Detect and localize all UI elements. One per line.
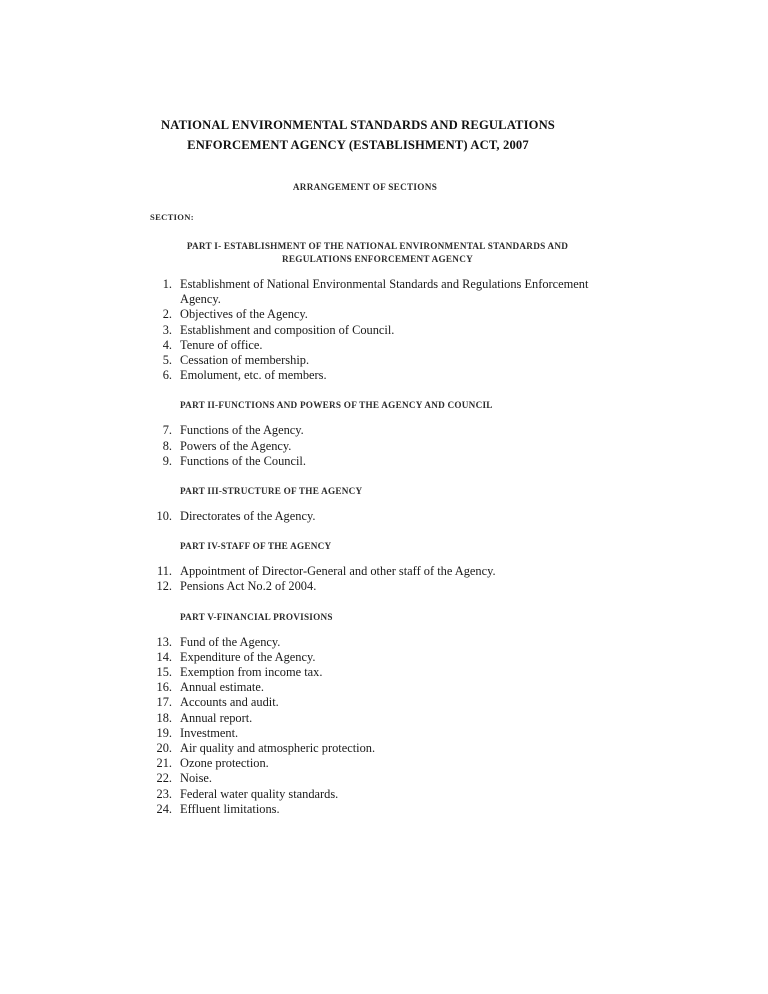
section-number: 11.: [156, 564, 172, 579]
section-title: Noise.: [180, 771, 213, 786]
list-item[interactable]: [150, 695, 602, 710]
section-title: Establishment of National Environmental Standards and Regulations Enforcement Agency.: [180, 277, 589, 307]
part-3-heading: PART III-STRUCTURE OF THE AGENCY: [180, 486, 363, 497]
section-title: Ozone protection.: [180, 756, 269, 771]
section-number: 24.: [156, 801, 172, 816]
section-list-part-4: [150, 564, 602, 594]
section-title: Establishment and composition of Council.: [180, 322, 395, 337]
list-item[interactable]: [150, 711, 602, 726]
document-title: [143, 115, 573, 155]
list-item[interactable]: [150, 771, 602, 786]
section-title: Functions of the Council.: [180, 453, 306, 468]
section-title: Exemption from income tax.: [180, 665, 323, 680]
list-item[interactable]: [150, 307, 602, 322]
section-title: Federal water quality standards.: [180, 786, 339, 801]
list-item[interactable]: [150, 423, 602, 438]
section-number: 18.: [156, 710, 172, 725]
section-number: 23.: [156, 786, 172, 801]
list-item[interactable]: [150, 368, 602, 383]
part-4-heading: PART IV-STAFF OF THE AGENCY: [180, 541, 332, 552]
section-title: Tenure of office.: [180, 337, 263, 352]
section-list-part-3: [150, 509, 602, 524]
part-5-heading: PART V-FINANCIAL PROVISIONS: [180, 611, 333, 622]
section-number: 10.: [156, 509, 172, 524]
document-title-line-1: NATIONAL ENVIRONMENTAL STANDARDS AND REGULATIONS: [161, 118, 555, 132]
list-item[interactable]: [150, 564, 602, 579]
list-item[interactable]: [150, 454, 602, 469]
section-title: Objectives of the Agency.: [180, 307, 308, 322]
section-title: Accounts and audit.: [180, 695, 279, 710]
section-number: 16.: [156, 680, 172, 695]
list-item[interactable]: [150, 277, 602, 307]
list-item[interactable]: [150, 680, 602, 695]
list-item[interactable]: [150, 802, 602, 817]
list-item[interactable]: [150, 579, 602, 594]
section-title: Investment.: [180, 725, 239, 740]
section-number: 5.: [162, 353, 172, 368]
section-number: 8.: [162, 438, 172, 453]
section-title: Functions of the Agency.: [180, 423, 304, 438]
section-number: 20.: [156, 741, 172, 756]
section-title: Effluent limitations.: [180, 801, 280, 816]
section-number: 17.: [156, 695, 172, 710]
section-title: Annual estimate.: [180, 680, 264, 695]
table-of-contents: [150, 240, 602, 817]
section-list-part-2: [150, 423, 602, 469]
section-number: 3.: [162, 322, 172, 337]
list-item[interactable]: [150, 323, 602, 338]
section-number: 19.: [156, 725, 172, 740]
list-item[interactable]: [150, 756, 602, 771]
section-title: Expenditure of the Agency.: [180, 649, 316, 664]
section-title: Annual report.: [180, 710, 253, 725]
arrangement-of-sections-heading: ARRANGEMENT OF SECTIONS: [292, 182, 438, 192]
section-number: 1.: [162, 277, 172, 291]
section-number: 2.: [162, 307, 172, 322]
section-list-part-5: [150, 635, 602, 817]
section-number: 21.: [156, 756, 172, 771]
section-number: 6.: [162, 368, 172, 383]
document-title-line-2: ENFORCEMENT AGENCY (ESTABLISHMENT) ACT, 2007: [187, 138, 529, 152]
section-number: 14.: [156, 649, 172, 664]
section-title: Fund of the Agency.: [180, 634, 281, 649]
list-item[interactable]: [150, 726, 602, 741]
list-item[interactable]: [150, 635, 602, 650]
section-title: Powers of the Agency.: [180, 438, 292, 453]
section-title: Directorates of the Agency.: [180, 509, 316, 524]
list-item[interactable]: [150, 509, 602, 524]
list-item[interactable]: [150, 650, 602, 665]
section-label: SECTION:: [150, 212, 194, 222]
section-list-part-1: [150, 277, 602, 383]
section-number: 4.: [162, 337, 172, 352]
section-title: Appointment of Director-General and other staff of the Agency.: [180, 564, 496, 579]
part-1-heading-line-2: REGULATIONS ENFORCEMENT AGENCY: [282, 254, 473, 264]
section-number: 13.: [156, 634, 172, 649]
part-1-heading-line-1: PART I- ESTABLISHMENT OF THE NATIONAL ENVIRONMENTAL STANDARDS AND: [186, 241, 569, 251]
list-item[interactable]: [150, 338, 602, 353]
section-number: 22.: [156, 771, 172, 786]
list-item[interactable]: [150, 741, 602, 756]
section-number: 9.: [162, 453, 172, 468]
list-item[interactable]: [150, 439, 602, 454]
list-item[interactable]: [150, 353, 602, 368]
section-number: 12.: [156, 579, 172, 594]
section-title: Cessation of membership.: [180, 353, 310, 368]
list-item[interactable]: [150, 787, 602, 802]
part-2-heading: PART II-FUNCTIONS AND POWERS OF THE AGENCY AND COUNCIL: [180, 400, 493, 411]
section-title: Air quality and atmospheric protection.: [180, 741, 376, 756]
list-item[interactable]: [150, 665, 602, 680]
section-number: 7.: [162, 423, 172, 438]
section-number: 15.: [156, 665, 172, 680]
section-title: Pensions Act No.2 of 2004.: [180, 579, 317, 594]
section-title: Emolument, etc. of members.: [180, 368, 327, 383]
